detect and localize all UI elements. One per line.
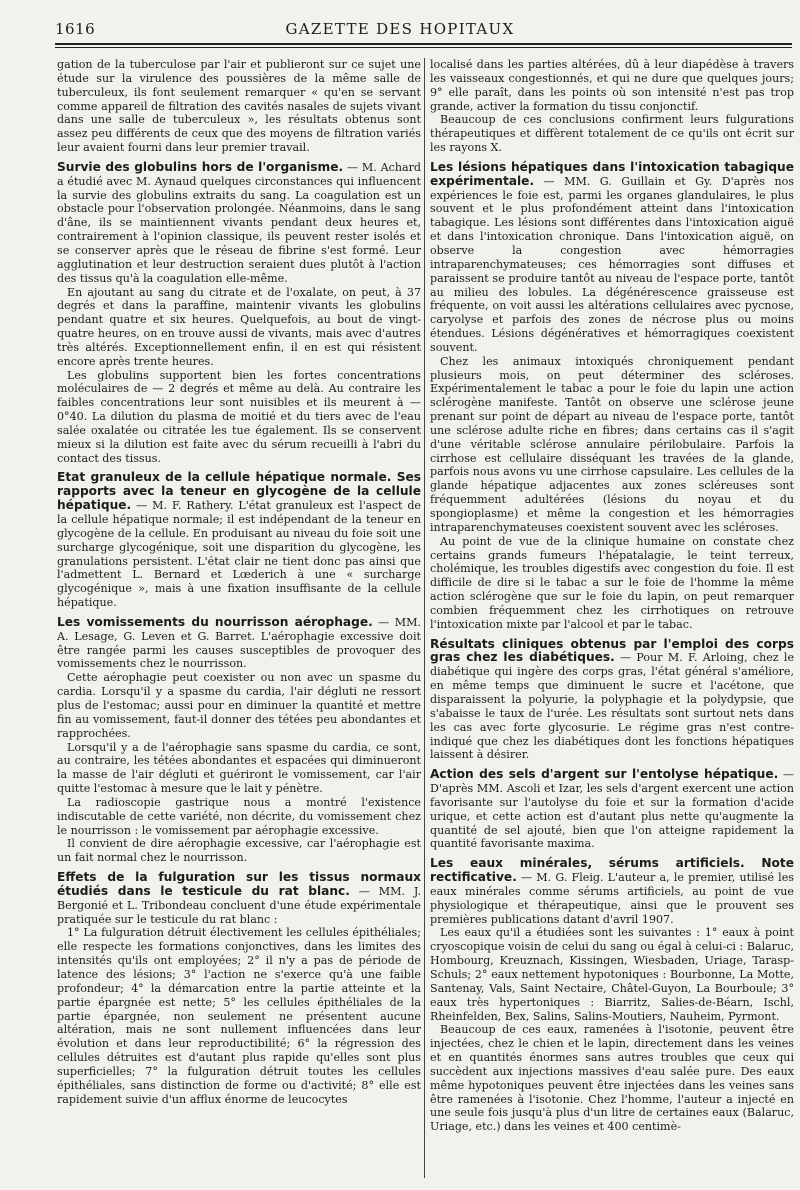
article-heading: Etat granuleux de la cellule hépatique normale. Ses rapports avec la teneur en glycogène de la cellule hépatique. [57, 470, 421, 513]
article-heading: Action des sels d'argent sur l'entolyse hépatique. [430, 767, 779, 782]
article-lead: — M. Achard a étudié avec M. Aynaud quelques circonstances qui influencent la survie des globulins extraits du sang. La coagulation est un obstacle pour l'observation prolongée. Néanmoins, dans le sang d'âne, ils se maintiennent vivants pendant deux heures et, contrairement à l'opinion classique, ils peuvent rester isolés et se conserver après que le réseau de fibrine s'est formé. Leur agglutination et leur destruction seraient dues plutôt à l'action des tissus qu'à la coagulation elle-même. [57, 160, 421, 285]
paragraph: Beaucoup de ces conclusions confirment leurs fulgurations thérapeutiques et diffèrent totalement de ce qu'ils ont écrit sur les rayons X. [430, 113, 794, 155]
paragraph: Lorsqu'il y a de l'aérophagie sans spasme du cardia, ce sont, au contraire, les tétées abondantes et espacées qui diminueront la masse de l'air dégluti et guériront le vomissement, car l'air quitte l'estomac à mesure que le lait y pénètre. [57, 740, 421, 796]
article-vomissements [57, 616, 421, 865]
article-lead: — M. G. Fleig. L'auteur a, le premier, utilisé les eaux minérales comme sérums artificiels, au point de vue physiologique et thérapeutique, ainsi que le prouvent ses premières publications datant d'avril 1907. [430, 871, 794, 926]
header-rule-thin [55, 47, 792, 48]
article-resultats-diabetiques [430, 638, 794, 763]
article-heading: Les eaux minérales, sérums artificiels. Note rectificative. [430, 856, 794, 885]
page-number: 1616 [55, 20, 96, 38]
article-lead: — MM. G. Guillain et Gy. D'après nos expériences le foie est, parmi les organes glandulaires, le plus souvent et le plus profondément atteint dans l'intoxication tabagique. Les lésions sont différentes dans l'intoxication aiguë et dans l'intoxication chronique. Dans l'intoxication aiguë, on observe la congestion avec hémorragies intraparenchymateuses; ces hémorragies sont diffuses et paraissent se produire tantôt au niveau de l'espace porte, tantôt au milieu des lobules. La dégénérescence graisseuse est fréquente, on voit aussi les altérations cellulaires avec pycnose, caryolyse et parfois des zones de nécrose plus ou moins étendues. Lésions dégénératives et hémorragiques coexistent souvent. [430, 174, 794, 354]
article-survie-globulins [57, 161, 421, 466]
article-etat-granuleux [57, 471, 421, 609]
article-lead: — D'après MM. Ascoli et Izar, les sels d'argent exercent une action favorisante sur l'autolyse du foie et sur la formation d'acide urique, et cette action est d'autant plus nette qu'augmente la quantité de sel ajouté, bien que l'on atteigne rapidement la quantité favorisante maxima. [430, 768, 794, 851]
article-lead: — Pour M. F. Arloing, chez le diabétique qui ingère des corps gras, l'état général s'améliore, en même temps que diminuent le sucre et l'acétone, que disparaissent la polyurie, la polyphagie et la polydypsie, que s'abaisse le taux de l'urée. Les résultats sont surtout nets dans les cas avec forte glycosurie. Le régime gras n'est contre-indiqué que chez les diabétiques dont les fonctions hépatiques laissent à désirer. [430, 651, 794, 762]
article-lead: — MM. A. Lesage, G. Leven et G. Barret. L'aérophagie excessive doit être rangée parmi les causes susceptibles de provoquer des vomissements chez le nourrisson. [57, 615, 421, 671]
column-divider [424, 58, 425, 1178]
article-lesions-hepatiques [430, 161, 794, 632]
article-lead: — MM. J. Bergonié et L. Tribondeau concluent d'une étude expérimentale pratiquée sur le testicule du rat blanc : [57, 884, 421, 926]
article-eaux-minerales [430, 857, 794, 1134]
right-column [430, 58, 794, 1183]
header-rule-thick [55, 43, 792, 45]
running-title: GAZETTE DES HOPITAUX [285, 20, 515, 38]
paragraph: Les eaux qu'il a étudiées sont les suivantes : 1° eaux à point cryoscopique voisin de celui du sang ou égal à celui-ci : Balaruc, Hombourg, Kreuznach, Kissingen, Wiesbaden, Uriage, Tarasp-Schuls; 2° eaux nettement hypotoniques : Bourbonne, La Motte, Santenay, Vals, Saint Nectaire, Châtel-Guyon, La Bourboule; 3° eaux très hypertoniques : Biarritz, Salies-de-Béarn, Ischl, Rheinfelden, Bex, Salins, Salins-Moutiers, Nauheim, Pyrmont. [430, 926, 794, 1023]
paragraph: Chez les animaux intoxiqués chroniquement pendant plusieurs mois, on peut déterminer des scléroses. Expérimentalement le tabac a pour le foie du lapin une action sclérogène manifeste. Tantôt on observe une sclérose jeune prenant sur point de départ au niveau de l'espace porte, tantôt une sclérose adulte riche en fibres; dans certains cas il s'agit d'une véritable sclérose annulaire périlobulaire. Parfois la cirrhose est cellulaire disséquant les travées de la glande, parfois nous avons vu une cirrhose capsulaire. Les cellules de la glande hépatique adjacentes aux zones scléreuses sont fréquemment adultérées (lésions du noyau et du spongioplasme) et même la congestion et les hémorragies intraparenchymateuses coexistent souvent avec les scléroses. [430, 354, 794, 534]
left-column [57, 58, 421, 1183]
paragraph: En ajoutant au sang du citrate et de l'oxalate, on peut, à 37 degrés et dans la paraffine, maintenir vivants les globulins pendant quatre et six heures. Quelquefois, au bout de vingt-quatre heures, on en trouve aussi de vivants, mais avec d'autres très altérés. Exceptionnellement enfin, il en est qui résistent encore après trente heures. [57, 285, 421, 368]
paragraph: Cette aérophagie peut coexister ou non avec un spasme du cardia. Lorsqu'il y a spasme du cardia, l'air dégluti ne ressort plus de l'estomac; aussi pour en diminuer la quantité et mettre fin au vomissement, faut-il donner des tétées peu abondantes et rapprochées. [57, 671, 421, 740]
paragraph: 1° La fulguration détruit électivement les cellules épithéliales; elle respecte les formations conjonctives, dans les limites des intensités qu'ils ont employées; 2° il n'y a pas de période de latence des lésions; 3° l'action ne s'exerce qu'à une faible profondeur; 4° la démarcation entre la partie atteinte et la partie épargnée est nette; 5° les cellules épithéliales de la partie épargnée, non seulement ne présentent aucune altération, mais ne sont nullement influencées dans leur évolution et dans leur reproductibilité; 6° la régression des cellules détruites est d'autant plus rapide qu'elles sont plus superficielles; 7° la fulguration détruit toutes les cellules épithéliales, sans distinction de forme ou d'activité; 8° elle est rapidement suivie d'un afflux énorme de leucocytes [57, 926, 421, 1106]
article-lead: — M. F. Rathery. L'état granuleux est l'aspect de la cellule hépatique normale; il est indépendant de la teneur en glycogène de la cellule. En produisant au niveau du foie soit une surcharge glycogénique, soit une disparition du glycogène, les granulations persistent. L'état clair ne tient donc pas ainsi que l'admettent L. Bernard et Lœderich à une « surcharge glycogénique », mais à une fixation insuffisante de la cellule hépatique. [57, 499, 421, 610]
article-heading: Les lésions hépatiques dans l'intoxication tabagique expérimentale. [430, 159, 794, 188]
article-action-sels-argent [430, 768, 794, 851]
paragraph: Beaucoup de ces eaux, ramenées à l'isotonie, peuvent être injectées, chez le chien et le lapin, directement dans les veines et en quantités énormes sans autres troubles que ceux qui succèdent aux injections massives d'eau salée pure. Des eaux même hypotoniques peuvent être injectées dans les veines sans être ramenées à l'isotonie. Chez l'homme, l'auteur a injecté en une seule fois jusqu'à plus d'un litre de certaines eaux (Balaruc, Uriage, etc.) dans les veines et 400 centimè- [430, 1023, 794, 1134]
left-intro-paragraph: gation de la tuberculose par l'air et publieront sur ce sujet une étude sur la virulence des poussières de la même salle de tuberculeux, ils font seulement remarquer « qu'en se servant comme appareil de filtration des cavités nasales de sujets vivant dans une salle de tuberculeux », les résultats obtenus sont assez peu différents de ceux que des moyens de filtration variés leur avaient fourni dans leur premier travail. [57, 58, 421, 155]
article-heading: Effets de la fulguration sur les tissus normaux étudiés dans le testicule du rat blanc. [57, 870, 421, 898]
right-intro-paragraph: localisé dans les parties altérées, dû à leur diapédèse à travers les vaisseaux congestionnés, et qui ne dure que quelques jours; 9° elle paraît, dans les points où son intensité n'est pas trop grande, activer la formation du tissu conjonctif. [430, 58, 794, 113]
article-effets-fulguration [57, 871, 421, 1106]
paragraph: La radioscopie gastrique nous a montré l'existence indiscutable de cette variété, non décrite, du vomissement chez le nourrisson : le vomissement par aérophagie excessive. [57, 795, 421, 837]
article-heading: Les vomissements du nourrisson aérophage. [57, 614, 373, 629]
article-heading: Survie des globulins hors de l'organisme. [57, 159, 344, 174]
article-heading: Résultats cliniques obtenus par l'emploi des corps gras chez les diabétiques. [430, 636, 794, 665]
paragraph: Il convient de dire aérophagie excessive, car l'aérophagie est un fait normal chez le nourrisson. [57, 837, 421, 865]
paragraph: Au point de vue de la clinique humaine on constate chez certains grands fumeurs l'hépatalagie, le teint terreux, cholémique, les troubles digestifs avec congestion du foie. Il est difficile de dire si le tabac a sur le foie de l'homme la même action sclérogène que sur le foie du lapin, on peut remarquer combien fréquemment chez les cirrhotiques on retrouve l'intoxication mixte par l'alcool et par le tabac. [430, 534, 794, 631]
paragraph: Les globulins supportent bien les fortes concentrations moléculaires de — 2 degrés et même au delà. Au contraire les faibles concentrations leur sont nuisibles et ils meurent à —0°40. La dilution du plasma de moitié et du tiers avec de l'eau salée oxalatée ou citratée les tue également. Ils se conservent mieux si la dilution est faite avec du sérum recueilli à l'abri du contact des tissus. [57, 368, 421, 465]
